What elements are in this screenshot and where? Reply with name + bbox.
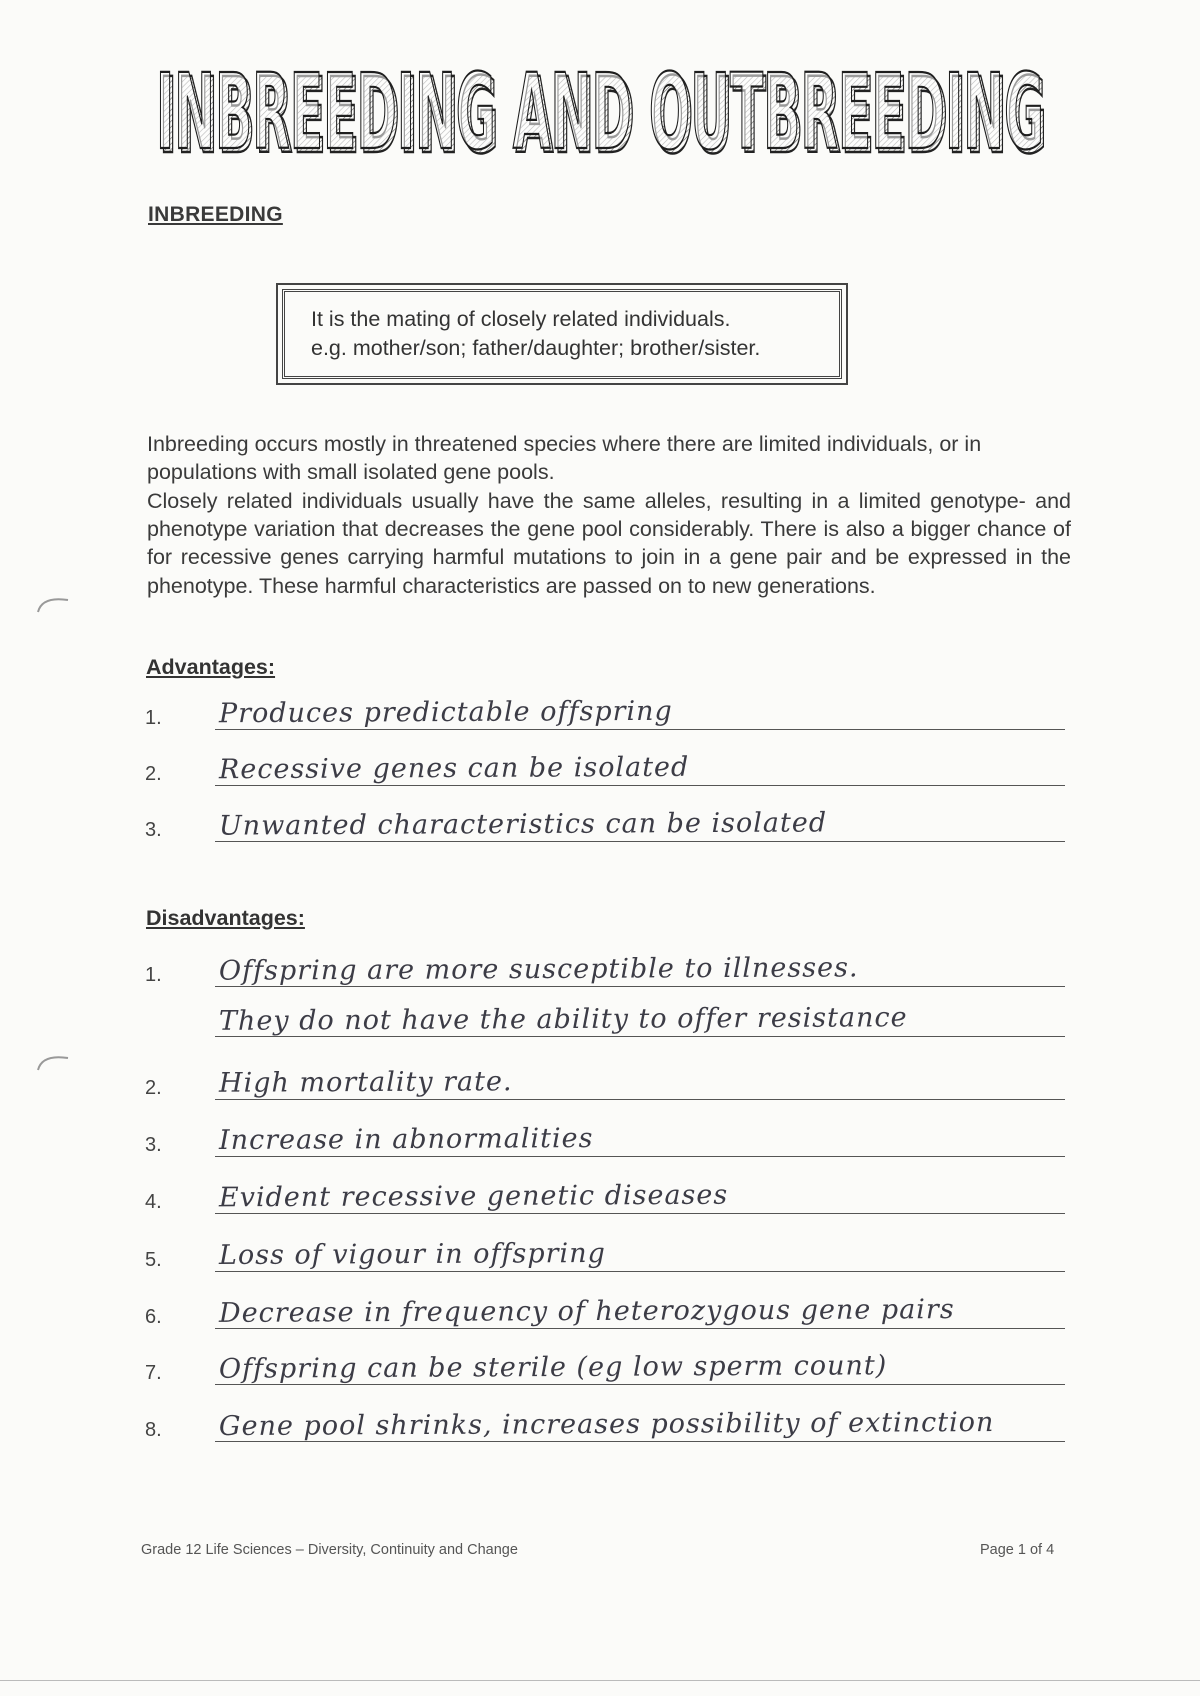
handwritten-answer: Offspring are more susceptible to illnesses.	[218, 952, 859, 987]
advantage-item	[145, 806, 1065, 846]
handwritten-answer: Decrease in frequency of heterozygous gene pairs	[218, 1294, 955, 1329]
paragraph-2: Closely related individuals usually have the same alleles, resulting in a limited genotype- and phenotype variation that decreases the gene pool considerably. There is also a bigger chance of for recessive genes carrying harmful mutations to join in a gene pair and be expressed in the phenotype. These harmful characteristics are passed on to new generations.	[147, 489, 1071, 598]
item-number: 1.	[145, 707, 162, 729]
handwritten-answer: Offspring can be sterile (eg low sperm count)	[218, 1350, 888, 1385]
answer-line	[215, 1271, 1065, 1272]
item-number: 2.	[145, 763, 162, 785]
disadvantage-item	[145, 1001, 1065, 1041]
handwritten-answer: Loss of vigour in offspring	[218, 1237, 606, 1272]
item-number: 4.	[145, 1191, 162, 1213]
advantages-heading: Advantages:	[146, 655, 276, 679]
item-number: 3.	[145, 1134, 162, 1156]
title-banner	[150, 40, 1050, 170]
handwritten-answer: They do not have the ability to offer resistance	[218, 1002, 908, 1037]
handwritten-answer: Produces predictable offspring	[218, 695, 673, 730]
answer-line	[215, 1384, 1065, 1385]
section-heading: INBREEDING	[148, 203, 283, 226]
item-number: 7.	[145, 1362, 162, 1384]
answer-line	[215, 1213, 1065, 1214]
definition-line-2: e.g. mother/son; father/daughter; brother/sister.	[311, 336, 761, 360]
page-edge-line	[0, 1680, 1200, 1681]
item-number: 3.	[145, 819, 162, 841]
definition-box-inner	[282, 289, 842, 379]
disadvantage-item	[145, 951, 1065, 991]
disadvantage-item	[145, 1349, 1065, 1389]
page-title: INBREEDING AND OUTBREEDING	[156, 51, 1044, 170]
disadvantages-heading: Disadvantages:	[146, 906, 305, 930]
disadvantage-item	[145, 1236, 1065, 1276]
disadvantage-item	[145, 1178, 1065, 1218]
handwritten-answer: Recessive genes can be isolated	[218, 751, 690, 786]
answer-line	[215, 729, 1065, 730]
handwritten-answer: High mortality rate.	[218, 1066, 513, 1099]
item-number: 5.	[145, 1249, 162, 1271]
answer-line	[215, 986, 1065, 987]
disadvantage-item	[145, 1121, 1065, 1161]
disadvantage-item	[145, 1293, 1065, 1333]
advantage-item	[145, 694, 1065, 734]
footer-page-number: Page 1 of 4	[980, 1542, 1055, 1558]
handwritten-answer: Evident recessive genetic diseases	[218, 1179, 729, 1214]
punch-hole-mark	[34, 1048, 74, 1078]
item-number: 1.	[145, 964, 162, 986]
footer-course: Grade 12 Life Sciences – Diversity, Continuity and Change	[141, 1542, 518, 1558]
answer-line	[215, 841, 1065, 842]
answer-line	[215, 1099, 1065, 1100]
disadvantage-item	[145, 1064, 1065, 1104]
item-number: 6.	[145, 1306, 162, 1328]
definition-box	[276, 283, 848, 385]
punch-hole-mark	[34, 590, 74, 620]
answer-line	[215, 785, 1065, 786]
handwritten-answer: Increase in abnormalities	[218, 1123, 594, 1156]
handwritten-answer: Unwanted characteristics can be isolated	[218, 807, 828, 842]
handwritten-answer: Gene pool shrinks, increases possibility of extinction	[218, 1406, 995, 1443]
paragraph-1: Inbreeding occurs mostly in threatened species where there are limited individuals, or in populations with small isolated gene pools.	[147, 432, 982, 485]
item-number: 2.	[145, 1077, 162, 1099]
answer-line	[215, 1156, 1065, 1157]
disadvantage-item	[145, 1406, 1065, 1446]
definition-line-1: It is the mating of closely related individuals.	[311, 307, 731, 331]
item-number: 8.	[145, 1419, 162, 1441]
title-text-shadow: INBREEDING AND OUTBREEDING	[159, 55, 1047, 170]
advantage-item	[145, 750, 1065, 790]
